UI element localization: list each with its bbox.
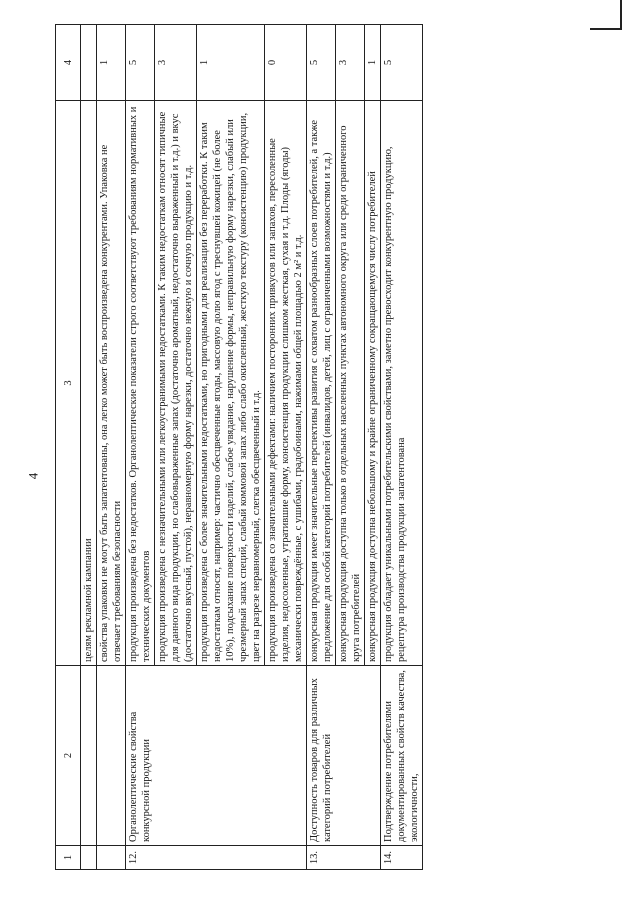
score-cell: 1 <box>197 25 265 101</box>
score-cell: 5 <box>126 25 155 101</box>
header-cell: 2 <box>56 666 81 846</box>
criteria-table <box>55 24 423 870</box>
score-cell: 1 <box>365 25 381 101</box>
score-cell: 5 <box>307 25 336 101</box>
row-number-cell <box>97 846 126 870</box>
score-cell <box>81 25 97 101</box>
header-cell: 1 <box>56 846 81 870</box>
option-text: продукция произведена со значительными дефектами: наличием посторонних привкусов или запахов, пересоленные изделия, недосоленные, утратившие форму, консистенция продукции слишком жесткая, сухая и т.д. Плоды (ягоды) механически повреждённые, с ушибами, градобоинами, нажимами общей площадью 2 м² и т.д. <box>265 101 307 666</box>
table-row <box>81 25 97 870</box>
page-number: 4 <box>25 472 41 480</box>
row-number-cell: 12. <box>126 846 307 870</box>
corner-mark <box>620 0 622 30</box>
criterion-cell: Подтверждение потребителями документированных свойств качества, экологичности, <box>381 666 423 846</box>
score-cell: 1 <box>97 25 126 101</box>
option-text: свойства упаковки не могут быть запатентованы, она легко может быть воспроизведена конкурентами. Упаковка не отвечает требованиям безопасности <box>97 101 126 666</box>
row-number-cell: 13. <box>307 846 381 870</box>
row-number-cell <box>81 846 97 870</box>
option-text: целям рекламной кампании <box>81 101 97 666</box>
criterion-cell <box>97 666 126 846</box>
header-row <box>56 25 81 870</box>
header-cell: 4 <box>56 25 81 101</box>
table-row <box>381 25 423 870</box>
option-text: продукция произведена с более значительными недостатками, но пригодными для реализации без переработки. К таким недостаткам относят, например: частично обесцвеченные ягоды, массовую долю ягод с треснувшей кожицей (не более 10%), подсыхание поверхности изделий, слабое увядание, нарушение формы, неправильную форму нарезки, слабый или чрезмерный запах специй, слабый коммовой запах либо слабо окисленный, жесткую текстуру (консистенцию) продукции, цвет на разрезе неравномерный, слегка обесцвеченный и т.д. <box>197 101 265 666</box>
option-text: конкурсная продукция доступна небольшому и крайне ограниченному сокращающемуся числу потребителей <box>365 101 381 666</box>
table-row <box>307 25 336 870</box>
score-cell: 5 <box>381 25 423 101</box>
option-text: продукция произведена без недостатков. Органолептические показатели строго соответствуют требованиям нормативных и технических документов <box>126 101 155 666</box>
criterion-cell <box>81 666 97 846</box>
criterion-cell: Органолептические свойства конкурсной продукции <box>126 666 307 846</box>
table-row <box>126 25 155 870</box>
option-text: конкурсная продукция доступна только в отдельных населенных пунктах автономного округа или среди ограниченного круга потребителей <box>336 101 365 666</box>
option-text: продукция обладает уникальными потребительскими свойствами, заметно превосходит конкурентную продукцию, рецептура производства продукции запатентована <box>381 101 423 666</box>
row-number-cell: 14. <box>381 846 423 870</box>
option-text: продукция произведена с незначительными или легкоустранимыми недостатками. К таким недостаткам относят типичные для данного вида продукции, но слабовыраженные запах (достаточно ароматный, недостаточно выраженный и т.д.) и вкус (достаточно вкусный, пустой), неравномерную форму нарезки, достаточно нежную и сочную продукцию и т.д. <box>155 101 197 666</box>
option-text: конкурсная продукция имеет значительные перспективы развития с охватом разнообразных слоев потребителей, а также предложение для особой категорий потребителей (инвалидов, детей, лиц с ограниченными возможностями и т.д.) <box>307 101 336 666</box>
criterion-cell: Доступность товаров для различных категорий потребителей <box>307 666 381 846</box>
score-cell: 3 <box>336 25 365 101</box>
table-row <box>97 25 126 870</box>
score-cell: 3 <box>155 25 197 101</box>
score-cell: 0 <box>265 25 307 101</box>
rotated-table-container <box>55 25 595 870</box>
header-cell: 3 <box>56 101 81 666</box>
